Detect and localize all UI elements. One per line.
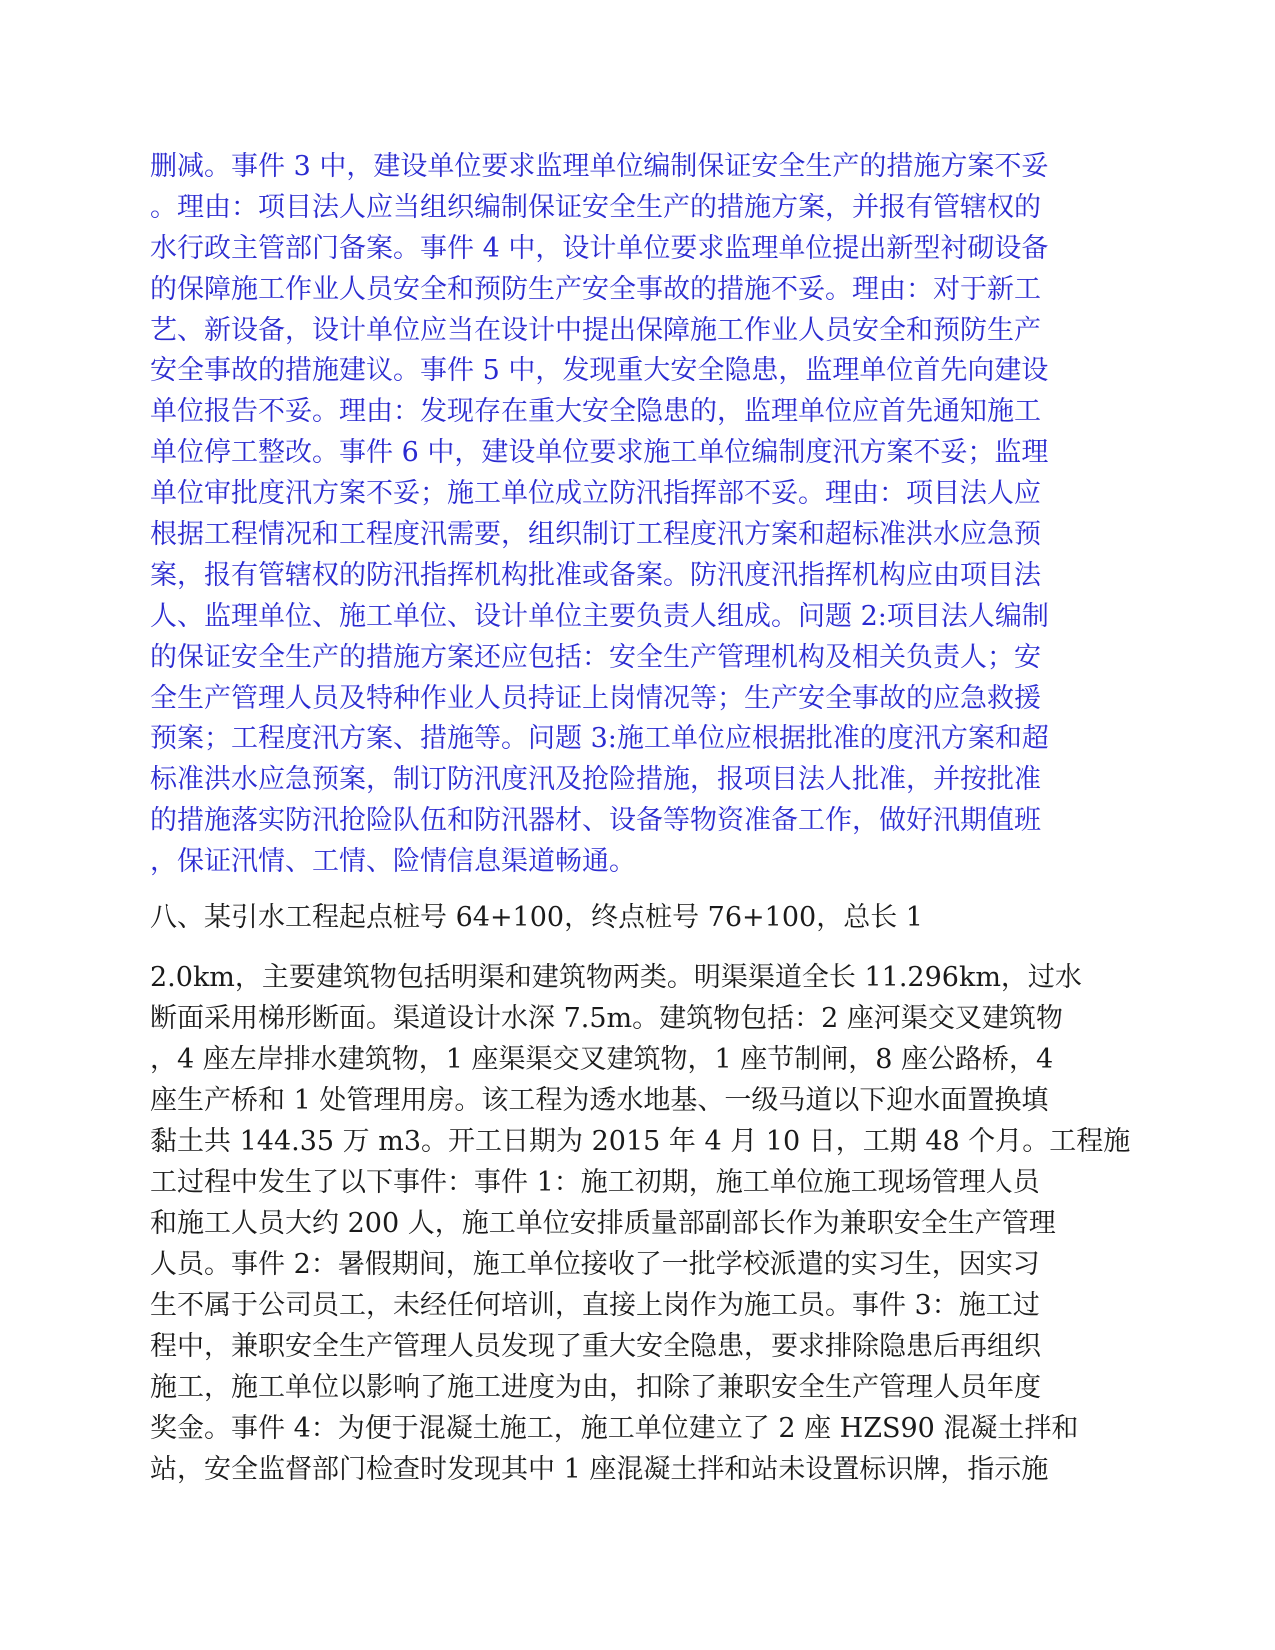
question-line: 生不属于公司员工，未经任何培训，直接上岗作为施工员。事件 3：施工过 bbox=[150, 1290, 1040, 1321]
question-line: 2.0km，主要建筑物包括明渠和建筑物两类。明渠渠道全长 11.296km，过水 bbox=[150, 962, 1082, 993]
answer-line: 的措施落实防汛抢险队伍和防汛器材、设备等物资准备工作，做好汛期值班 bbox=[150, 805, 1041, 837]
answer-line: 的保障施工作业人员安全和预防生产安全事故的措施不妥。理由：对于新工 bbox=[150, 273, 1041, 305]
answer-line: 安全事故的措施建议。事件 5 中，发现重大安全隐患，监理单位首先向建设 bbox=[150, 355, 1049, 387]
answer-line: 的保证安全生产的措施方案还应包括：安全生产管理机构及相关负责人；安 bbox=[150, 641, 1041, 673]
question-line: 站，安全监督部门检查时发现其中 1 座混凝土拌和站未设置标识牌，指示施 bbox=[150, 1454, 1049, 1485]
question-line: 程中，兼职安全生产管理人员发现了重大安全隐患，要求排除隐患后再组织 bbox=[150, 1331, 1041, 1362]
question-line: 人员。事件 2：暑假期间，施工单位接收了一批学校派遣的实习生，因实习 bbox=[150, 1249, 1040, 1280]
answer-paragraph bbox=[150, 147, 1125, 883]
answer-line: 根据工程情况和工程度汛需要，组织制订工程度汛方案和超标准洪水应急预 bbox=[150, 519, 1041, 551]
answer-line: 艺、新设备，设计单位应当在设计中提出保障施工作业人员安全和预防生产 bbox=[150, 314, 1041, 346]
section-heading-text: 八、某引水工程起点桩号 64+100，终点桩号 76+100，总长 1 bbox=[150, 902, 923, 933]
question-line: 和施工人员大约 200 人，施工单位安排质量部副部长作为兼职安全生产管理 bbox=[150, 1208, 1056, 1239]
answer-line: 单位停工整改。事件 6 中，建设单位要求施工单位编制度汛方案不妥；监理 bbox=[150, 437, 1049, 469]
answer-line: 案，报有管辖权的防汛指挥机构批准或备案。防汛度汛指挥机构应由项目法 bbox=[150, 559, 1041, 591]
answer-line: 预案；工程度汛方案、措施等。问题 3:施工单位应根据批准的度汛方案和超 bbox=[150, 723, 1049, 755]
question-paragraph bbox=[150, 957, 1131, 1490]
question-line: 工过程中发生了以下事件：事件 1：施工初期，施工单位施工现场管理人员 bbox=[150, 1167, 1040, 1198]
answer-line: 。理由：项目法人应当组织编制保证安全生产的措施方案，并报有管辖权的 bbox=[150, 191, 1041, 223]
question-line: ，4 座左岸排水建筑物，1 座渠渠交叉建筑物，1 座节制闸，8 座公路桥，4 bbox=[150, 1044, 1054, 1075]
answer-line: 水行政主管部门备案。事件 4 中，设计单位要求监理单位提出新型衬砌设备 bbox=[150, 232, 1049, 264]
answer-line: 单位报告不妥。理由：发现存在重大安全隐患的，监理单位应首先通知施工 bbox=[150, 396, 1041, 428]
answer-line: 人、监理单位、施工单位、设计单位主要负责人组成。问题 2:项目法人编制 bbox=[150, 600, 1049, 632]
answer-line: 删减。事件 3 中，建设单位要求监理单位编制保证安全生产的措施方案不妥 bbox=[150, 151, 1049, 182]
question-line: 施工，施工单位以影响了施工进度为由，扣除了兼职安全生产管理人员年度 bbox=[150, 1372, 1041, 1403]
question-line: 奖金。事件 4：为便于混凝土施工，施工单位建立了 2 座 HZS90 混凝土拌和 bbox=[150, 1413, 1079, 1444]
question-line: 断面采用梯形断面。渠道设计水深 7.5m。建筑物包括：2 座河渠交叉建筑物 bbox=[150, 1003, 1063, 1034]
answer-line: 单位审批度汛方案不妥；施工单位成立防汛指挥部不妥。理由：项目法人应 bbox=[150, 478, 1041, 510]
section-heading bbox=[150, 897, 1125, 938]
question-line: 黏土共 144.35 万 m3。开工日期为 2015 年 4 月 10 日，工期 48 个月。工程施 bbox=[150, 1126, 1131, 1157]
answer-line: 全生产管理人员及特种作业人员持证上岗情况等；生产安全事故的应急救援 bbox=[150, 682, 1041, 714]
answer-line: 标准洪水应急预案，制订防汛度汛及抢险措施，报项目法人批准，并按批准 bbox=[150, 764, 1041, 796]
question-line: 座生产桥和 1 处管理用房。该工程为透水地基、一级马道以下迎水面置换填 bbox=[150, 1085, 1049, 1116]
answer-line: ，保证汛情、工情、险情信息渠道畅通。 bbox=[150, 846, 636, 878]
